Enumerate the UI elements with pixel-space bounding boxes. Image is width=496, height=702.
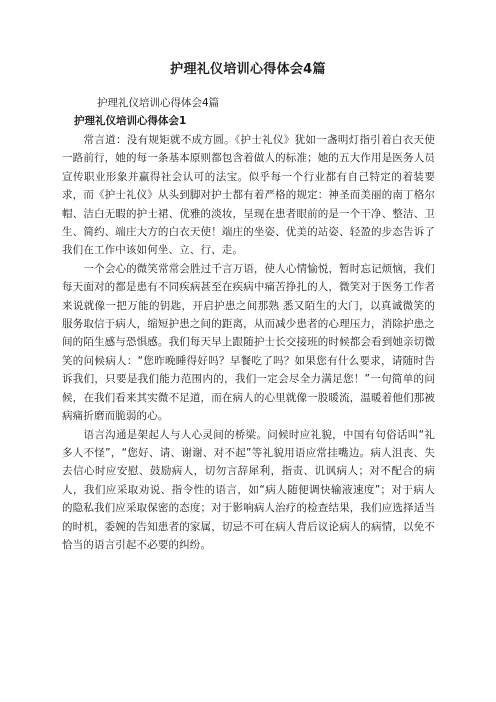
document-body xyxy=(62,131,435,554)
document-title: 护理礼仪培训心得体会4篇 xyxy=(170,62,326,77)
document-subtitle: 护理礼仪培训心得体会4篇 xyxy=(97,97,220,109)
section-heading: 护理礼仪培训心得体会1 xyxy=(74,115,187,127)
paragraph: 一个会心的微笑常常会胜过千言万语，使人心情愉悦，暂时忘记烦恼，我们每天面对的都是患有不同疾病甚至在疾病中痛苦挣扎的人，微笑对于医务工作者来说就像一把万能的钥匙，开启护患之间那熟 悉又陌生的大门，以真诚微笑的服务取信于病人，缩短护患之间的距离，从而减少患者的心理压力，消除护患之间的陌生感与恐惧感。我们每天早上跟随护士长交接班的时候都会看到她亲切微笑的问候病人：“您昨晚睡得好吗？早餐吃了吗？如果您有什么要求，请随时告诉我们，只要是我们能力范围内的，我们一定会尽全力满足您！”一句简单的问候，在我们看来其实微不足道，而在病人的心里就像一股暖流，温暖着他们那被病痛折磨而脆弱的心。 xyxy=(62,262,435,423)
paragraph: 常言道：没有规矩就不成方圆。《护士礼仪》犹如一盏明灯指引着白衣天使一路前行，她的每一条基本原则都包含着做人的标准；她的五大作用是医务人员宣传职业形象并赢得社会认可的法宝。似乎每一个行业都有自己特定的着装要求，而《护士礼仪》从头到脚对护士都有着严格的规定：神圣而美丽的南丁格尔帽、洁白无暇的护士裙、优雅的淡妆，呈现在患者眼前的是一个干净、整洁、卫生、简约、端庄大方的白衣天使！端庄的坐姿、优美的站姿、轻盈的步态告诉了我们在工作中该如何坐、立、行、走。 xyxy=(62,134,435,257)
paragraph: 语言沟通是架起人与人心灵间的桥梁。问候时应礼貌，中国有句俗话叫“礼多人不怪”，“您好、请、谢谢、对不起”等礼貌用语应常挂嘴边。病人沮丧、失去信心时应安慰、鼓励病人，切勿言辞犀利，指责、讥讽病人；对不配合的病人，我们应采取劝说、指令性的语言，如“病人随便调快输液速度”；对于病人的隐私我们应采取保密的态度；对于影响病人治疗的检查结果，我们应选择适当的时机，委婉的告知患者的家属，切忌不可在病人背后议论病人的病情，以免不恰当的语言引起不必要的纠纷。 xyxy=(62,428,435,551)
